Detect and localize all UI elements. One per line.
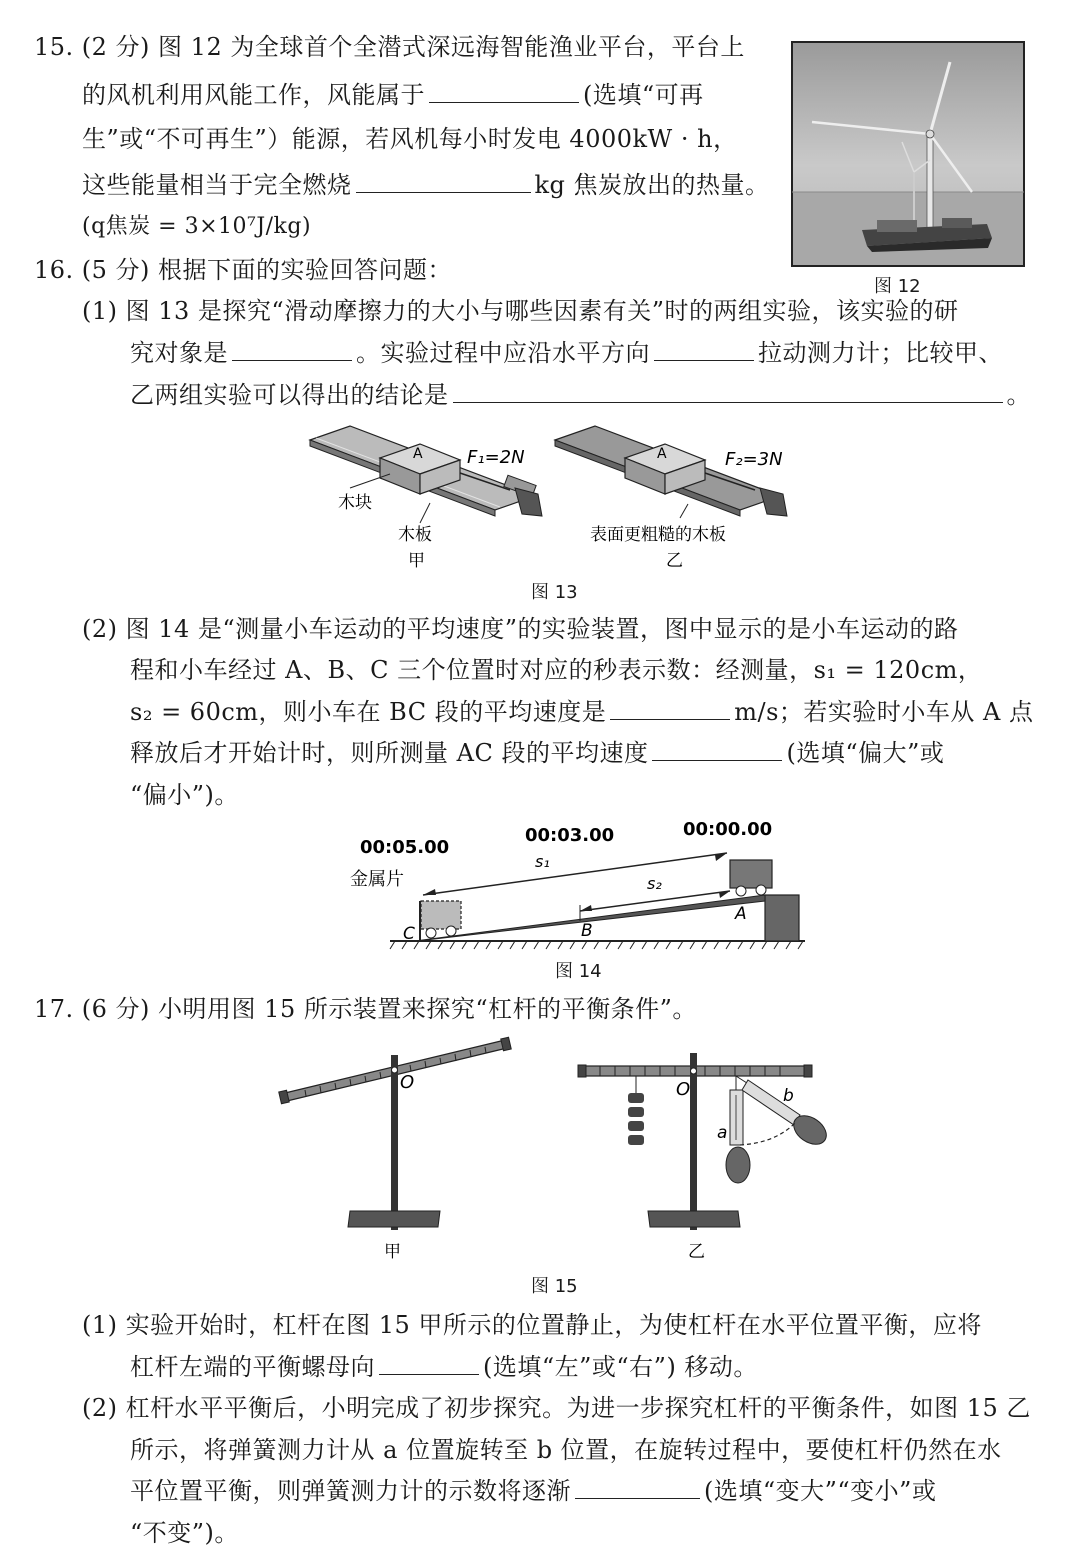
fig13-block-label-yi: A	[657, 446, 667, 462]
fig15-stand-yi	[690, 1053, 697, 1230]
fig13-label-mukuai: 木块	[338, 493, 372, 513]
q15-line-5: (q焦炭 = 3×10⁷J/kg)	[82, 214, 312, 239]
fig13-label-muban: 木板	[398, 525, 432, 545]
q16-p2-line-4	[130, 738, 944, 768]
q17-heading: 17. (6 分) 小明用图 15 所示装置来探究“杠杆的平衡条件”。	[34, 995, 697, 1023]
fig14-label-metal: 金属片	[350, 869, 404, 890]
q16-p2-line-3	[130, 697, 1034, 727]
fig15-caption: 图 15	[531, 1276, 578, 1297]
q16-p1-line-3	[130, 380, 1031, 410]
q16-p2-line-3-text-a: s₂ = 60cm，则小车在 BC 段的平均速度是	[130, 698, 607, 726]
fig14-time-b: 00:03.00	[525, 825, 615, 846]
q15-line-3: 生”或“不可再生”）能源，若风机每小时发电 4000kW · h，	[82, 125, 738, 153]
q17-scale-reading-blank[interactable]	[575, 1476, 700, 1499]
q17-p2-line-1: (2) 杠杆水平平衡后，小明完成了初步探究。为进一步探究杠杆的平衡条件，如图 15 乙	[82, 1394, 1031, 1422]
q16-p2-line-5: “偏小”)。	[130, 781, 239, 809]
q17-p1-line-2-text-b: (选填“左”或“右”) 移动。	[483, 1353, 758, 1381]
fig14-cart-at-a	[730, 860, 772, 888]
q16-p2-line-2: 程和小车经过 A、B、C 三个位置时对应的秒表示数：经测量，s₁ = 120cm，	[130, 656, 983, 684]
q16-ac-speed-bias-blank[interactable]	[652, 738, 782, 761]
fig14-point-b: B	[581, 921, 593, 941]
fig12-caption: 图 12	[874, 276, 921, 297]
fig14-support-block	[765, 895, 799, 941]
q16-p1-line-3-text-a: 乙两组实验可以得出的结论是	[130, 381, 449, 409]
q17-p1-line-2	[130, 1352, 758, 1382]
q15-line-1: 15. (2 分) 图 12 为全球首个全潜式深远海智能渔业平台，平台上	[34, 33, 745, 61]
q16-heading: 16. (5 分) 根据下面的实验回答问题：	[34, 256, 453, 284]
fig13-caption: 图 13	[531, 582, 578, 603]
fig13-block-label-jia: A	[413, 446, 423, 462]
q17-nut-direction-blank[interactable]	[379, 1352, 479, 1375]
fig14-incline-experiment	[345, 815, 815, 955]
fig14-s1-label: s₁	[535, 852, 550, 871]
fig12-wind-platform-photo	[792, 42, 1024, 266]
q16-p1-line-1: (1) 图 13 是探究“滑动摩擦力的大小与哪些因素有关”时的两组实验，该实验的研	[82, 297, 959, 325]
fig15-label-b: b	[783, 1086, 794, 1106]
q16-p2-line-4-text-a: 释放后才开始计时，则所测量 AC 段的平均速度	[130, 739, 649, 767]
fig14-s2-label: s₂	[647, 874, 662, 893]
fig14-point-a: A	[735, 904, 747, 924]
q15-line-2	[82, 80, 704, 110]
q15-line-4	[82, 170, 770, 200]
q17-p1-line-1: (1) 实验开始时，杠杆在图 15 甲所示的位置静止，为使杠杆在水平位置平衡，应将	[82, 1311, 982, 1339]
q17-p1-line-2-text-a: 杠杆左端的平衡螺母向	[130, 1353, 375, 1381]
q15-line-2-text-a: 的风机利用风能工作，风能属于	[82, 81, 425, 109]
fig15-label-jia: 甲	[384, 1242, 401, 1262]
fig15-rotation-arc	[740, 1123, 795, 1145]
q15-coke-mass-blank[interactable]	[356, 170, 531, 193]
q16-pull-direction-blank[interactable]	[654, 338, 754, 361]
fig14-caption: 图 14	[555, 961, 602, 982]
q15-energy-type-blank[interactable]	[429, 80, 579, 103]
fig15-label-a: a	[717, 1123, 728, 1143]
q16-p2-line-1: (2) 图 14 是“测量小车运动的平均速度”的实验装置，图中显示的是小车运动的路	[82, 615, 959, 643]
q16-p2-line-4-text-b: (选填“偏大”或	[786, 739, 945, 767]
q16-p1-line-2-text-b: 。实验过程中应沿水平方向	[356, 339, 650, 367]
q16-research-object-blank[interactable]	[232, 338, 352, 361]
q15-line-2-text-b: (选填“可再	[583, 81, 704, 109]
q16-conclusion-blank[interactable]	[453, 380, 1003, 403]
q16-p1-line-3-text-b: 。	[1006, 381, 1031, 409]
q16-p1-line-2-text-c: 拉动测力计；比较甲、	[758, 339, 1003, 367]
fig13-force-f2: F₂=3N	[725, 449, 783, 470]
fig13-label-rough: 表面更粗糙的木板	[590, 525, 726, 545]
fig15-hanging-weights	[628, 1076, 644, 1145]
fig15-label-yi: 乙	[688, 1242, 705, 1262]
fig14-point-c: C	[403, 924, 415, 944]
q16-p1-line-2	[130, 338, 1003, 368]
q15-line-4-text-b: kg 焦炭放出的热量。	[534, 171, 770, 199]
fig13-force-f1: F₁=2N	[467, 447, 525, 468]
q17-p2-line-3	[130, 1476, 936, 1506]
fig15-pivot-label-jia: O	[400, 1072, 415, 1093]
fig14-cart-at-c	[421, 901, 461, 929]
q15-line-4-text-a: 这些能量相当于完全燃烧	[82, 171, 352, 199]
q16-bc-speed-blank[interactable]	[610, 697, 730, 720]
fig14-time-a: 00:00.00	[683, 819, 773, 840]
q17-p2-line-2: 所示，将弹簧测力计从 a 位置旋转至 b 位置，在旋转过程中，要使杠杆仍然在水	[130, 1436, 1002, 1464]
q16-p1-line-2-text-a: 究对象是	[130, 339, 228, 367]
fig15-pivot-label-yi: O	[676, 1079, 691, 1100]
q17-p2-line-3-text-b: (选填“变大”“变小”或	[704, 1477, 937, 1505]
fig13-label-jia: 甲	[408, 551, 425, 571]
q17-p2-line-4: “不变”)。	[130, 1519, 239, 1547]
q17-p2-line-3-text-a: 平位置平衡，则弹簧测力计的示数将逐渐	[130, 1477, 571, 1505]
fig13-friction-experiment	[310, 418, 800, 578]
fig13-label-yi: 乙	[666, 551, 683, 571]
q16-p2-line-3-text-b: m/s；若实验时小车从 A 点	[734, 698, 1034, 726]
fig15-lever-experiment	[280, 1035, 840, 1265]
fig15-stand-jia	[391, 1055, 398, 1230]
fig14-time-c: 00:05.00	[360, 837, 450, 858]
